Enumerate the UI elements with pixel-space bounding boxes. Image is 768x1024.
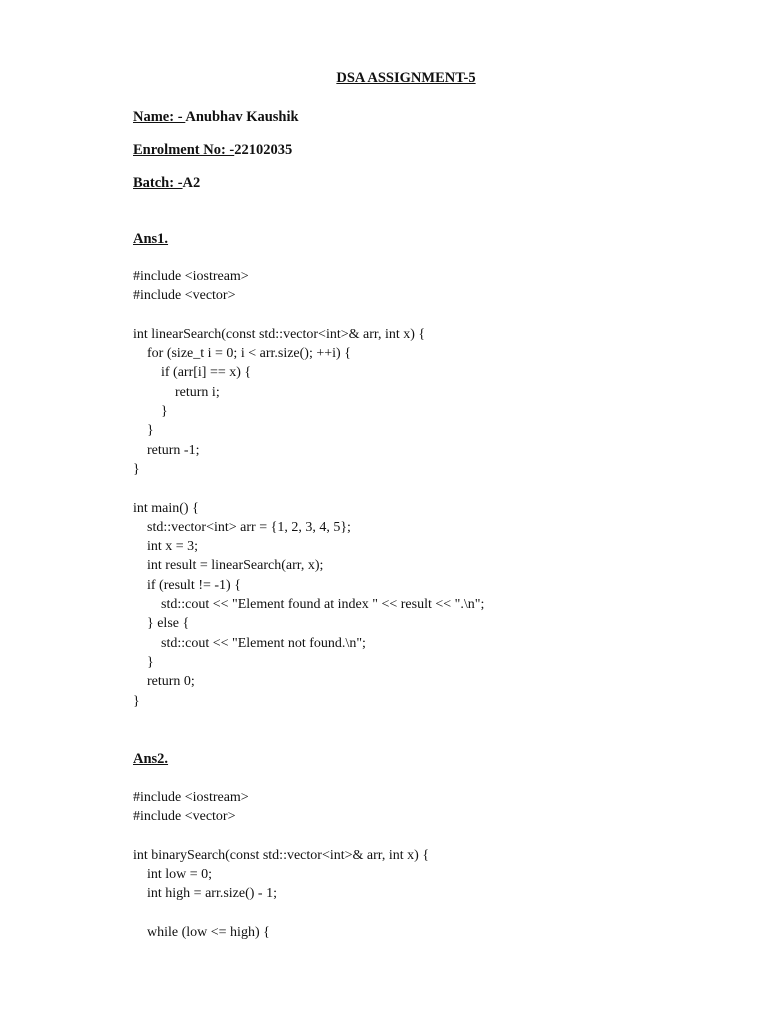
enrolment-value: 22102035 xyxy=(234,142,293,158)
code-line: int binarySearch(const std::vector<int>& arr, int x) { xyxy=(133,847,430,863)
code-line: } xyxy=(133,404,168,420)
code-line: return i; xyxy=(133,384,220,400)
code-line: int low = 0; xyxy=(133,867,213,883)
code-line: int result = linearSearch(arr, x); xyxy=(133,558,324,574)
batch-label: Batch: - xyxy=(133,175,183,191)
code-line: if (result != -1) { xyxy=(133,577,241,593)
name-field xyxy=(133,108,299,126)
code-line: } xyxy=(133,461,140,477)
enrolment-field xyxy=(133,141,292,159)
code-line: int main() { xyxy=(133,500,199,516)
name-value: Anubhav Kaushik xyxy=(185,109,299,125)
code-line: std::cout << "Element found at index " << result << ".\n"; xyxy=(133,597,485,613)
code-line: } xyxy=(133,423,154,439)
answer-1-heading: Ans1. xyxy=(133,231,169,247)
code-line xyxy=(133,904,429,923)
code-line: } xyxy=(133,654,154,670)
code-line xyxy=(133,306,484,325)
code-line: #include <vector> xyxy=(133,809,236,825)
code-line: if (arr[i] == x) { xyxy=(133,365,252,381)
code-line: #include <iostream> xyxy=(133,269,249,284)
code-line: std::cout << "Element not found.\n"; xyxy=(133,635,366,651)
code-line: while (low <= high) { xyxy=(133,925,270,941)
code-line: } else { xyxy=(133,616,190,632)
code-line: for (size_t i = 0; i < arr.size(); ++i) { xyxy=(133,346,351,362)
batch-field xyxy=(133,174,200,192)
name-label: Name: - xyxy=(133,109,186,125)
code-line: int linearSearch(const std::vector<int>& arr, int x) { xyxy=(133,326,426,342)
code-line: } xyxy=(133,693,140,709)
answer-2-code-block xyxy=(133,788,429,942)
code-line: return -1; xyxy=(133,442,200,458)
code-line: #include <iostream> xyxy=(133,790,249,805)
code-line xyxy=(133,479,484,498)
answer-1-code-block xyxy=(133,267,484,711)
code-line: int x = 3; xyxy=(133,539,199,555)
enrolment-label: Enrolment No: - xyxy=(133,142,235,158)
code-line: int high = arr.size() - 1; xyxy=(133,886,277,902)
document-title: DSA ASSIGNMENT-5 xyxy=(336,70,476,86)
answer-2-heading: Ans2. xyxy=(133,751,169,767)
code-line: return 0; xyxy=(133,674,195,690)
code-line: std::vector<int> arr = {1, 2, 3, 4, 5}; xyxy=(133,519,351,535)
code-line: #include <vector> xyxy=(133,288,236,304)
batch-value: A2 xyxy=(182,175,201,191)
code-line xyxy=(133,827,429,846)
